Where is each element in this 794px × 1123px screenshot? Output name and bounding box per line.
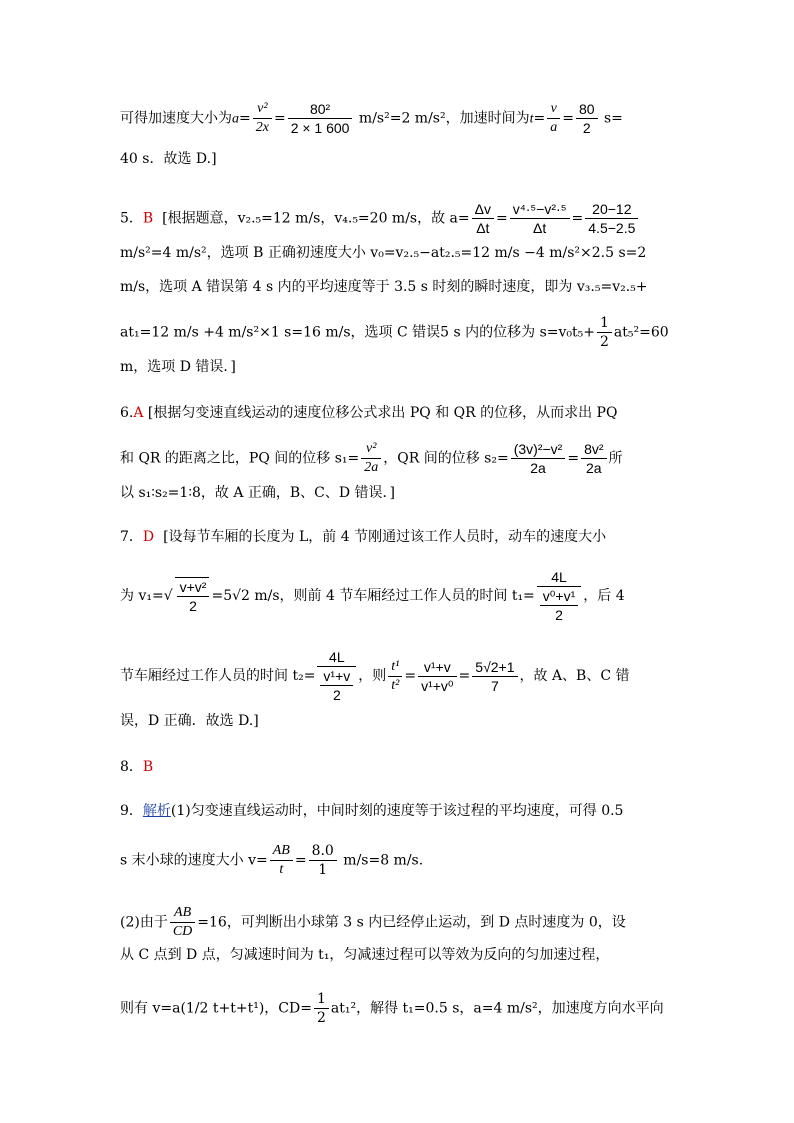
q8-line1 — [120, 758, 153, 776]
q9-line4: 从 C 点到 D 点，匀减速时间为 t₁，匀减速过程可以等效为反向的匀加速过程， — [120, 947, 610, 963]
q6-answer: A — [133, 405, 144, 421]
q9-line3: (2)由于 $\frac{AB}{CD}$ =16，可判断出小球第 3 s 内已经停止运动，到 D 点时速度为 0，设 — [120, 905, 626, 939]
q5-line5: m，选项 D 错误．] — [120, 359, 236, 375]
q7-number: 7． — [120, 529, 143, 545]
q9-line2: s 末小球的速度大小 v= $\frac{AB}{t}$ = $\frac{8.0}{1}$ m/s=8 m/s. — [120, 843, 424, 878]
q7-line4: 误，D 正确．故选 D.] — [120, 713, 259, 729]
q8-number: 8． — [120, 759, 143, 775]
q9-number: 9． — [120, 803, 143, 819]
q7-answer: D — [142, 529, 155, 545]
q9-line1: 9．解析(1)匀变速直线运动时，中间时刻的速度等于该过程的平均速度，可得 0.5 — [120, 803, 624, 819]
q5-line2: m/s²=4 m/s²，选项 B 正确初速度大小 v₀=v₂.₅−at₂.₅=12 m/s −4 m/s²×2.5 s=2 — [120, 245, 647, 261]
q4-text-a: 可得加速度大小为 — [120, 110, 232, 127]
q4-line2: 40 s．故选 D.] — [120, 151, 217, 167]
q5-line4: at₁=12 m/s +4 m/s²×1 s=16 m/s，选项 C 错误5 s 内的位移为 s=v₀t₅+ $\frac{1}{2}$ at₅²=60 — [120, 315, 669, 350]
q6-line1: 6.A [根据匀变速直线运动的速度位移公式求出 PQ 和 QR 的位移，从而求出 PQ — [120, 405, 618, 421]
q4-text-b: m/s²=2 m/s²，加速时间为 — [354, 110, 530, 127]
q4-line1: 可得加速度大小为a= $\frac{\text{v²}}{2x}$ = $\frac{\text{80²}}{2 \times 1 600}$ m/s²=2 m/s²，加速时间为t= $\frac{v}{a}$ = $\frac{80}{2}$ s= — [120, 101, 623, 136]
q6-line2: 和 QR 的距离之比，PQ 间的位移 s₁= $\frac{\text{v²}}{2a}$ ，QR 间的位移 s₂= $\frac{\text{(3v)²−v²}}{2a}$ = $\frac{\text{8v²}}{2a}$ 所 — [120, 441, 623, 476]
q6-number: 6. — [120, 405, 134, 421]
q7-line2: 为 v₁=√ $\frac{\text{v+v²}}{2}$ =5√2 m/s，则前 4 节车厢经过工作人员的时间 t₁= $\frac{4L}{\frac{\text{v⁰+v¹}}{2}}$ ，后 4 — [120, 569, 625, 623]
q9-label: 解析 — [142, 803, 171, 819]
q5-number: 5． — [120, 210, 143, 227]
q5-line3: m/s，选项 A 错误第 4 s 内的平均速度等于 3.5 s 时刻的瞬时速度，即为 v₃.₅=v₂.₅+ — [120, 279, 648, 295]
q9-line5: 则有 v=a(1/2 t+t+t¹)，CD= $\frac{1}{2}$ at₁²，解得 t₁=0.5 s，a=4 m/s²，加速度方向水平向 — [120, 991, 664, 1026]
q6-line3: 以 s₁∶s₂=1∶8，故 A 正确，B、C、D 错误．] — [120, 485, 396, 501]
q7-line1: 7．D [设每节车厢的长度为 L，前 4 节刚通过该工作人员时，动车的速度大小 — [120, 529, 607, 545]
q7-line3: 节车厢经过工作人员的时间 t₂= $\frac{4L}{\frac{\text{v¹+v}}{2}}$ ，则 $\frac{\text{t¹}}{\text{t²}}$ = $\frac{\text{v¹+v}}{\text{v¹+v⁰}}$ = $\frac{5√2+1}{7}$ ，故 A、B、C 错 — [120, 649, 630, 703]
q4-frac3: $\frac{v}{a}$ — [547, 100, 560, 137]
q4-frac2: $\frac{\text{80²}}{2 \times 1 600}$ — [288, 100, 353, 137]
q4-frac1: $\frac{\text{v²}}{2x}$ — [253, 100, 272, 137]
q4-frac4: $\frac{80}{2}$ — [576, 100, 598, 137]
q5-line1: 5．B [根据题意，v₂.₅=12 m/s，v₄.₅=20 m/s，故 a= $\frac{\Delta v}{\Delta t}$ = $\frac{\text{v⁴·⁵−v²·⁵}}{\Delta t}$ = $\frac{20-12}{4.5-2.5}$ — [120, 200, 640, 237]
q8-answer: B — [142, 759, 154, 775]
q5-answer: B — [142, 210, 154, 227]
